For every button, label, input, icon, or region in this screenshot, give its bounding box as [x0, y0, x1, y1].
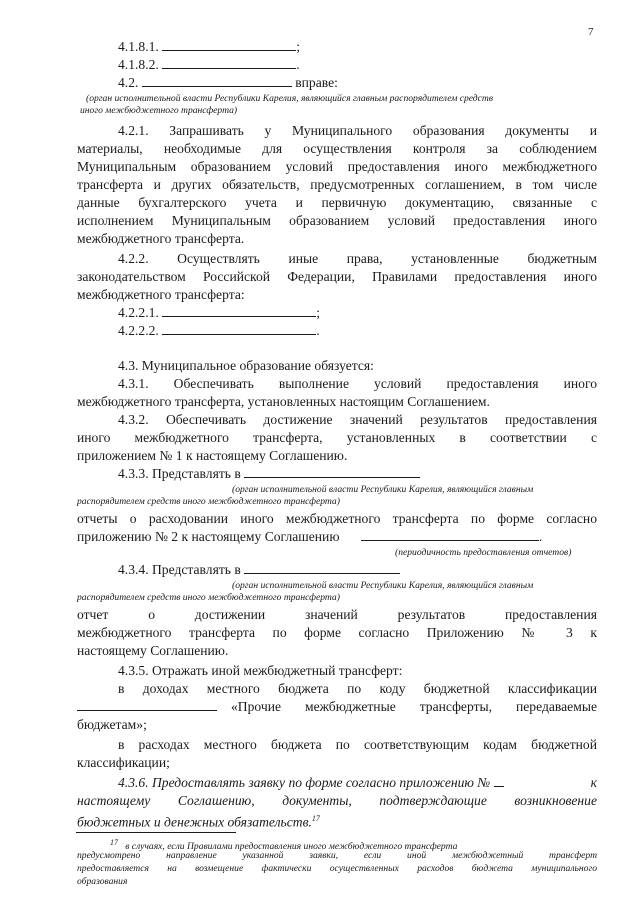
paragraph-line: межбюджетного трансферта по форме согласно Приложению № 3 к	[77, 625, 597, 640]
paragraph-text: 4.3.6. Предоставлять заявку по форме согласно приложению №	[118, 775, 491, 790]
clause-4-1-8-2	[118, 56, 300, 74]
paragraph-line	[118, 774, 597, 792]
paragraph-line: бюджетам»;	[77, 717, 147, 732]
footnote-text: в случаях, если Правилами предоставления иного межбюджетного трансферта	[125, 841, 458, 853]
paragraph-line: Муниципальным образованием условий предоставления иного межбюджетного	[77, 159, 597, 174]
note-line: (орган исполнительной власти Республики Карелия, являющийся главным	[232, 580, 534, 591]
paragraph-line: 4.3. Муниципальное образование обязуется:	[118, 358, 374, 373]
clause-number: 4.2.	[118, 75, 139, 90]
paragraph-text: бюджетных и денежных обязательств.	[77, 814, 312, 830]
page-number: 7	[588, 26, 594, 38]
clause-end: ;	[316, 305, 320, 320]
paragraph-line	[77, 810, 320, 832]
clause-number: 4.1.8.2.	[118, 57, 159, 72]
paragraph-line: классификации;	[77, 755, 170, 770]
footnote-ref[interactable]: 17	[311, 814, 320, 823]
footnote-line: предоставляется на возмещение фактически осуществленных расходов бюджета муниципального	[77, 863, 597, 874]
clause-4-1-8-1	[118, 38, 300, 56]
fill-blank	[77, 698, 217, 711]
fill-blank	[142, 74, 292, 87]
paragraph-line: 4.2.2. Осуществлять иные права, установленные бюджетным	[118, 251, 597, 266]
fill-blank	[244, 561, 400, 574]
clause-4-2-2-1	[118, 304, 320, 322]
paragraph-line: межбюджетного трансферта:	[77, 287, 245, 302]
paragraph-line: в расходах местного бюджета по соответствующим кодам бюджетной	[118, 737, 597, 752]
note-line: (орган исполнительной власти Республики Карелия, являющийся главным распорядителем средств	[86, 93, 494, 104]
fill-blank	[244, 465, 420, 478]
paragraph-end: .	[538, 529, 543, 544]
paragraph-text: приложению № 2 к настоящему Соглашению	[77, 529, 340, 544]
clause-end: вправе:	[295, 75, 338, 90]
paragraph-line: отчет о достижении значений результатов предоставления	[77, 607, 597, 622]
paragraph-line: законодательством Российской Федерации, Правилами предоставления иного	[77, 269, 597, 284]
note-line: распорядителем средств иного межбюджетного трансферта)	[77, 592, 340, 603]
footnote-mark: 17	[110, 838, 118, 847]
clause-4-2	[118, 74, 338, 92]
paragraph-line	[77, 698, 597, 716]
paragraph-line: межбюджетного трансферта.	[77, 231, 245, 246]
paragraph-line: настоящему Соглашению.	[77, 643, 229, 658]
fill-blank	[162, 322, 316, 335]
paragraph-line: материалы, необходимые для осуществления контроля за соблюдением	[77, 141, 597, 156]
clause-text: 4.3.3. Представлять в	[118, 466, 241, 481]
paragraph-line: отчеты о расходовании иного межбюджетного трансферта по форме согласно	[77, 511, 597, 526]
clause-end: .	[316, 323, 320, 338]
note-line: (орган исполнительной власти Республики Карелия, являющийся главным	[232, 484, 534, 495]
clause-number: 4.2.2.2.	[118, 323, 159, 338]
clause-4-3-3	[118, 465, 420, 483]
paragraph-line: 4.3.5. Отражать иной межбюджетный трансферт:	[118, 663, 403, 678]
fill-blank	[361, 528, 539, 541]
paragraph-line: настоящему Соглашению, документы, подтверждающие возникновение	[77, 793, 597, 808]
fill-blank	[162, 38, 296, 51]
clause-4-3-4	[118, 561, 400, 579]
paragraph-line: в доходах местного бюджета по коду бюджетной классификации	[118, 681, 597, 696]
fill-blank	[494, 774, 504, 787]
clause-4-2-2-2	[118, 322, 320, 340]
paragraph-line: трансферта и других обязательств, предусмотренных соглашением, в том числе	[77, 177, 597, 192]
paragraph-text: к	[590, 775, 597, 790]
paragraph-line: 4.2.1. Запрашивать у Муниципального образования документы и	[118, 123, 597, 138]
paragraph-line: исполнением Муниципальным образованием условий предоставления иного	[77, 213, 597, 228]
footnote-divider	[76, 832, 236, 833]
clause-number: 4.1.8.1.	[118, 39, 159, 54]
paragraph-line: данные бухгалтерского учета и первичную документацию, связанные с	[77, 195, 597, 210]
paragraph-line: иного межбюджетного трансферта, установленных в соответствии с	[77, 430, 597, 445]
paragraph-line: 4.3.1. Обеспечивать выполнение условий предоставления иного	[118, 376, 597, 391]
clause-end: .	[296, 57, 300, 72]
note-line: (периодичность предоставления отчетов)	[395, 547, 572, 558]
paragraph-line: межбюджетного трансферта, установленных настоящим Соглашением.	[77, 394, 490, 409]
clause-text: 4.3.4. Представлять в	[118, 562, 241, 577]
footnote-line: образования	[77, 876, 128, 887]
paragraph-text: «Прочие межбюджетные трансферты, передаваемые	[231, 699, 597, 714]
paragraph-line: 4.3.2. Обеспечивать достижение значений результатов предоставления	[118, 412, 597, 427]
clause-end: ;	[296, 39, 300, 54]
note-line: распорядителем средств иного межбюджетного трансферта)	[77, 496, 340, 507]
footnote-line: предусмотрено направление указанной заявки, если иной межбюджетный трансферт	[77, 850, 597, 861]
note-line: иного межбюджетного трансферта)	[80, 105, 238, 116]
fill-blank	[162, 304, 316, 317]
fill-blank	[162, 56, 296, 69]
paragraph-line	[77, 528, 542, 546]
paragraph-line: приложением № 1 к настоящему Соглашению.	[77, 448, 348, 463]
clause-number: 4.2.2.1.	[118, 305, 159, 320]
